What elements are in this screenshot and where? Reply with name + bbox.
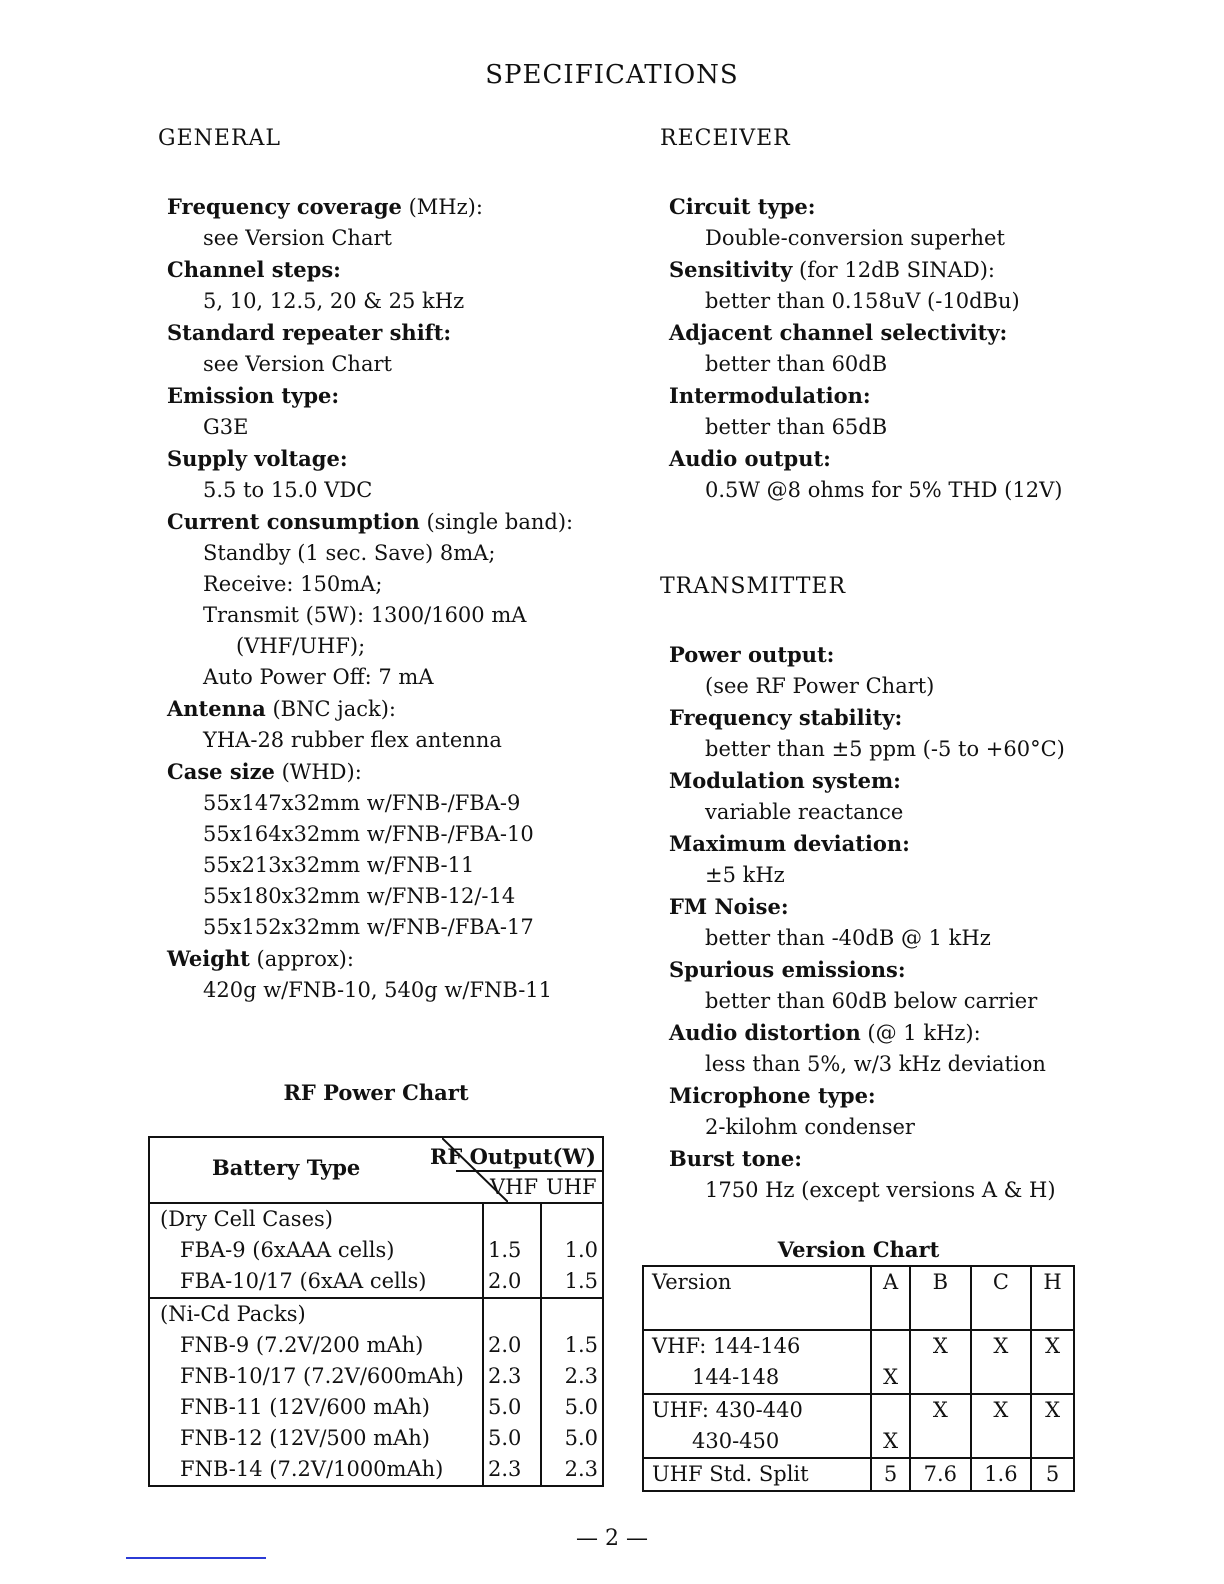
rf-battery-type: FNB-14 (7.2V/1000mAh) [180,1457,444,1481]
version-cell: X [971,1394,1032,1426]
spec-value: 55x164x32mm w/FNB-/FBA-10 [203,822,534,846]
spec-label [158,943,628,975]
version-row [643,1394,1074,1426]
rf-row [149,1423,603,1454]
spec-value: better than 65dB [705,415,888,439]
version-row-label: VHF: 144-146 [643,1330,871,1362]
spec-label [660,254,1130,286]
spec-item [660,765,1130,828]
spec-label [660,191,1130,223]
version-chart-title: Version Chart [777,1237,940,1262]
rf-vhf-value: 5.0 [483,1392,541,1423]
version-cell [871,1394,910,1426]
version-row [643,1426,1074,1458]
battery-type-header: Battery Type [212,1155,361,1180]
spec-label [158,443,628,475]
spec-item [660,891,1130,954]
rf-vhf-value: 2.0 [483,1330,541,1361]
spec-label-bold: Burst tone: [669,1146,803,1171]
spec-label [158,254,628,286]
spec-label-bold: Adjacent channel selectivity: [669,320,1008,345]
spec-label-bold: Power output: [669,642,835,667]
uhf-header: UHF [546,1175,597,1199]
rf-row [149,1454,603,1486]
spec-value: 1750 Hz (except versions A & H) [705,1178,1056,1202]
spec-item [158,380,628,443]
page-title: SPECIFICATIONS [485,60,739,90]
spec-value: better than 0.158uV (-10dBu) [705,289,1020,313]
spec-value: less than 5%, w/3 kHz deviation [705,1052,1046,1076]
rf-vhf-value: 1.5 [483,1235,541,1266]
spec-label-suffix: (BNC jack): [265,697,396,721]
spec-label-suffix: (for 12dB SINAD): [792,258,995,282]
spec-item [158,254,628,317]
version-header-cell: Version [643,1266,871,1330]
spec-label [660,1017,1130,1049]
version-cell [1031,1362,1074,1394]
spec-value: 55x213x32mm w/FNB-11 [203,853,475,877]
spec-label [660,380,1130,412]
spec-label-bold: Audio output: [669,446,831,471]
spec-label [660,702,1130,734]
rf-power-table [148,1136,604,1487]
version-cell [971,1426,1032,1458]
rf-battery-type: FNB-10/17 (7.2V/600mAh) [180,1364,464,1388]
version-header-row [643,1266,1074,1330]
general-spec-list [158,191,628,1006]
spec-item [158,317,628,380]
spec-label-suffix: (@ 1 kHz): [860,1021,981,1045]
rf-battery-type: FBA-10/17 (6xAA cells) [180,1269,427,1293]
spec-item [660,828,1130,891]
version-cell [910,1426,971,1458]
rf-chart-title: RF Power Chart [283,1080,469,1105]
rf-battery-type: FNB-11 (12V/600 mAh) [180,1395,430,1419]
spec-label [158,317,628,349]
spec-value: G3E [203,415,249,439]
vhf-header: VHF [490,1175,539,1199]
spec-item [660,1080,1130,1143]
spec-value: Receive: 150mA; [203,572,383,596]
general-section [158,126,628,1006]
spec-value: Auto Power Off: 7 mA [203,665,434,689]
version-cell: 7.6 [910,1458,971,1491]
rf-battery-type: FNB-12 (12V/500 mAh) [180,1426,430,1450]
spec-label-suffix: (MHz): [401,195,483,219]
spec-label [660,891,1130,923]
rf-uhf-value: 1.0 [541,1235,603,1266]
spec-item [660,954,1130,1017]
version-cell: X [871,1362,910,1394]
version-cell: X [910,1394,971,1426]
version-row-label: UHF: 430-440 [643,1394,871,1426]
spec-item [660,380,1130,443]
rf-uhf-value: 2.3 [541,1361,603,1392]
spec-label-bold: Channel steps: [167,257,341,282]
spec-item [158,943,628,1006]
spec-label [660,317,1130,349]
page-number: — 2 — [576,1526,648,1551]
spec-item [660,1143,1130,1206]
spec-item [158,191,628,254]
spec-label-bold: Standard repeater shift: [167,320,452,345]
spec-item [660,639,1130,702]
spec-value: Standby (1 sec. Save) 8mA; [203,541,496,565]
spec-item [158,756,628,943]
spec-label-bold: Maximum deviation: [669,831,910,856]
spec-item [660,191,1130,254]
rf-row [149,1361,603,1392]
spec-label-bold: Frequency coverage [167,194,402,219]
version-cell [910,1362,971,1394]
version-row [643,1330,1074,1362]
version-row [643,1458,1074,1491]
spec-item [660,443,1130,506]
spec-value: variable reactance [705,800,904,824]
version-header-cell: B [910,1266,971,1330]
spec-value: Transmit (5W): 1300/1600 mA [203,603,527,627]
rf-battery-type: FBA-9 (6xAAA cells) [180,1238,395,1262]
receiver-transmitter-section [660,126,1130,1206]
spec-label [660,828,1130,860]
spec-label [660,954,1130,986]
rf-battery-type: FNB-9 (7.2V/200 mAh) [180,1333,424,1357]
spec-value: (VHF/UHF); [236,634,366,658]
version-cell [871,1330,910,1362]
version-cell: X [1031,1394,1074,1426]
spec-label [158,756,628,788]
spec-label [660,1080,1130,1112]
rf-uhf-value: 5.0 [541,1392,603,1423]
spec-value: better than -40dB @ 1 kHz [705,926,991,950]
spec-value: 0.5W @8 ohms for 5% THD (12V) [705,478,1063,502]
spec-label-bold: Antenna [167,696,266,721]
version-header-cell: A [871,1266,910,1330]
version-cell: X [910,1330,971,1362]
spec-label [660,443,1130,475]
spec-value: 55x152x32mm w/FNB-/FBA-17 [203,915,534,939]
spec-label [660,639,1130,671]
spec-value: better than 60dB below carrier [705,989,1038,1013]
rf-group-name: (Ni-Cd Packs) [149,1298,483,1330]
version-table [642,1265,1075,1492]
spec-label [158,693,628,725]
spec-value: better than ±5 ppm (-5 to +60°C) [705,737,1065,761]
version-cell [971,1362,1032,1394]
spec-value: 2-kilohm condenser [705,1115,915,1139]
spec-label-bold: Sensitivity [669,257,793,282]
rf-uhf-value: 1.5 [541,1266,603,1298]
rf-vhf-value: 2.3 [483,1361,541,1392]
spec-item [158,443,628,506]
transmitter-heading: TRANSMITTER [660,574,847,599]
spec-value: Double-conversion superhet [705,226,1005,250]
spec-label [158,380,628,412]
spec-label-bold: Audio distortion [669,1020,861,1045]
spec-label [660,1143,1130,1175]
spec-label-suffix: (WHD): [274,760,362,784]
spec-label-bold: FM Noise: [669,894,789,919]
spec-label [158,191,628,223]
version-cell: 5 [871,1458,910,1491]
rf-vhf-value: 2.3 [483,1454,541,1486]
rf-group-name: (Dry Cell Cases) [160,1207,333,1231]
footer-rule [126,1557,266,1559]
receiver-heading: RECEIVER [660,126,791,151]
spec-value: 420g w/FNB-10, 540g w/FNB-11 [203,978,553,1002]
rf-uhf-value: 1.5 [541,1330,603,1361]
spec-item [158,693,628,756]
rf-vhf-value: 5.0 [483,1423,541,1454]
spec-value: YHA-28 rubber flex antenna [203,728,502,752]
spec-label-bold: Microphone type: [669,1083,876,1108]
spec-item [660,254,1130,317]
rf-uhf-value: 2.3 [541,1454,603,1486]
version-cell: 1.6 [971,1458,1032,1491]
rf-header-row [149,1137,603,1203]
spec-label [660,765,1130,797]
receiver-spec-list [660,191,1130,506]
spec-label-bold: Supply voltage: [167,446,348,471]
spec-item [660,702,1130,765]
spec-value: see Version Chart [203,352,392,376]
version-cell [1031,1426,1074,1458]
rf-row [149,1330,603,1361]
spec-value: ±5 kHz [705,863,785,887]
version-cell: X [971,1330,1032,1362]
version-row-label: 144-148 [643,1362,871,1394]
rf-row [149,1266,603,1298]
spec-label-bold: Emission type: [167,383,340,408]
spec-item [660,317,1130,380]
general-heading: GENERAL [158,126,282,151]
rf-output-header: RF Output(W) [429,1144,596,1169]
version-row [643,1362,1074,1394]
version-cell: X [1031,1330,1074,1362]
spec-label-bold: Frequency stability: [669,705,903,730]
spec-label-bold: Intermodulation: [669,383,871,408]
spec-label-suffix: (approx): [249,947,354,971]
spec-label-suffix: (single band): [419,510,574,534]
rf-group-row [149,1203,603,1235]
version-cell: 5 [1031,1458,1074,1491]
spec-label-bold: Current consumption [167,509,420,534]
rf-row [149,1235,603,1266]
spec-value: see Version Chart [203,226,392,250]
spec-label [158,506,628,538]
version-header-cell: C [971,1266,1032,1330]
rf-vhf-value: 2.0 [483,1266,541,1298]
spec-item [158,506,628,693]
transmitter-spec-list [660,639,1130,1206]
rf-row [149,1392,603,1423]
spec-item [660,1017,1130,1080]
spec-value: (see RF Power Chart) [705,674,935,698]
spec-label-bold: Case size [167,759,275,784]
spec-label-bold: Modulation system: [669,768,901,793]
version-row-label: 430-450 [643,1426,871,1458]
spec-value: better than 60dB [705,352,888,376]
version-cell: X [871,1426,910,1458]
spec-label-bold: Weight [167,946,250,971]
spec-value: 5, 10, 12.5, 20 & 25 kHz [203,289,465,313]
version-header-cell: H [1031,1266,1074,1330]
rf-uhf-value: 5.0 [541,1423,603,1454]
spec-value: 55x147x32mm w/FNB-/FBA-9 [203,791,521,815]
spec-value: 55x180x32mm w/FNB-12/-14 [203,884,516,908]
spec-label-bold: Spurious emissions: [669,957,906,982]
spec-label-bold: Circuit type: [669,194,816,219]
version-row-label: UHF Std. Split [643,1458,871,1491]
rf-group-row [149,1298,603,1330]
spec-value: 5.5 to 15.0 VDC [203,478,373,502]
